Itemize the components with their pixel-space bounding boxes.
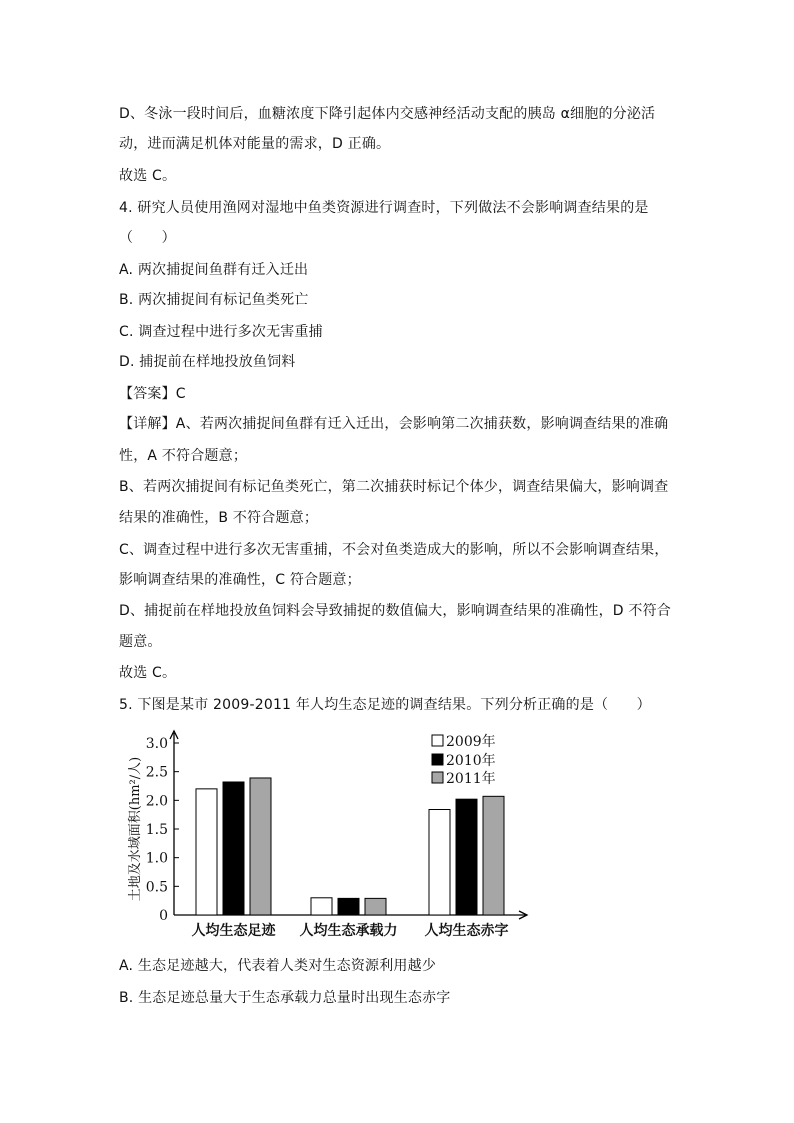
text-line: D、冬泳一段时间后，血糖浓度下降引起体内交感神经活动支配的胰岛 α细胞的分泌活	[119, 106, 656, 122]
text-line: C. 调查过程中进行多次无害重捕	[119, 324, 323, 340]
text-line: A. 两次捕捉间鱼群有迁入迁出	[119, 262, 309, 278]
text-line: C、调查过程中进行多次无害重捕，不会对鱼类造成大的影响，所以不会影响调查结果，	[119, 542, 669, 558]
bar	[196, 789, 217, 915]
text-line: D、捕捉前在样地投放鱼饲料会导致捕捉的数值偏大，影响调查结果的准确性，D 不符合	[119, 603, 672, 619]
bar	[311, 898, 332, 915]
text-line: 故选 C。	[119, 168, 177, 184]
answer-option: B. 生态足迹总量大于生态承载力总量时出现生态赤字	[119, 990, 451, 1006]
text-line: 故选 C。	[119, 665, 177, 681]
ecological-footprint-chart	[119, 725, 539, 945]
y-tick-label: 1.0	[145, 850, 168, 867]
legend-label: 2010年	[446, 753, 496, 769]
y-tick-label: 2.0	[145, 793, 168, 810]
bar	[456, 799, 477, 915]
text-line: D. 捕捉前在样地投放鱼饲料	[119, 354, 296, 370]
legend-swatch	[432, 772, 443, 783]
text-line: 【答案】C	[119, 386, 186, 402]
category-label: 人均生态足迹	[191, 923, 276, 939]
text-line: （ ）	[119, 230, 176, 246]
text-line: 4. 研究人员使用渔网对湿地中鱼类资源进行调查时，下列做法不会影响调查结果的是	[119, 200, 649, 216]
text-line: 影响调查结果的准确性，C 符合题意；	[119, 572, 361, 588]
y-tick-label: 1.5	[145, 822, 168, 838]
y-tick-label: 2.5	[145, 764, 168, 781]
text-line: 题意。	[119, 634, 162, 650]
text-line: 【详解】A、若两次捕捉间鱼群有迁入迁出，会影响第二次捕获数，影响调查结果的准确	[119, 416, 669, 432]
text-line: 结果的准确性，B 不符合题意；	[119, 510, 319, 526]
y-tick-label: 3.0	[145, 736, 168, 752]
category-label: 人均生态赤字	[424, 923, 509, 939]
bar	[338, 898, 359, 915]
legend-swatch	[432, 735, 443, 746]
bar	[483, 796, 504, 915]
legend-label: 2011年	[446, 771, 496, 787]
text-line: 5. 下图是某市 2009-2011 年人均生态足迹的调查结果。下列分析正确的是（ ）	[119, 697, 651, 713]
y-axis-label: 土地及水域面积(hm²/人)	[128, 756, 143, 902]
text-line: 性，A 不符合题意；	[119, 448, 248, 464]
bar	[365, 898, 386, 915]
y-tick-label: 0.5	[145, 879, 168, 896]
category-label: 人均生态承载力	[299, 923, 398, 939]
bar	[429, 810, 450, 915]
legend-label: 2009年	[446, 734, 496, 750]
text-line: B、若两次捕捉间有标记鱼类死亡，第二次捕获时标记个体少，调查结果偏大，影响调查	[119, 479, 669, 495]
legend-swatch	[432, 754, 443, 765]
bar	[250, 778, 271, 915]
answer-option: A. 生态足迹越大，代表着人类对生态资源利用越少	[119, 958, 437, 974]
text-line: 动，进而满足机体对能量的需求，D 正确。	[119, 136, 391, 152]
text-line: B. 两次捕捉间有标记鱼类死亡	[119, 292, 309, 308]
bar	[223, 782, 244, 915]
y-tick-label: 0	[159, 908, 168, 924]
